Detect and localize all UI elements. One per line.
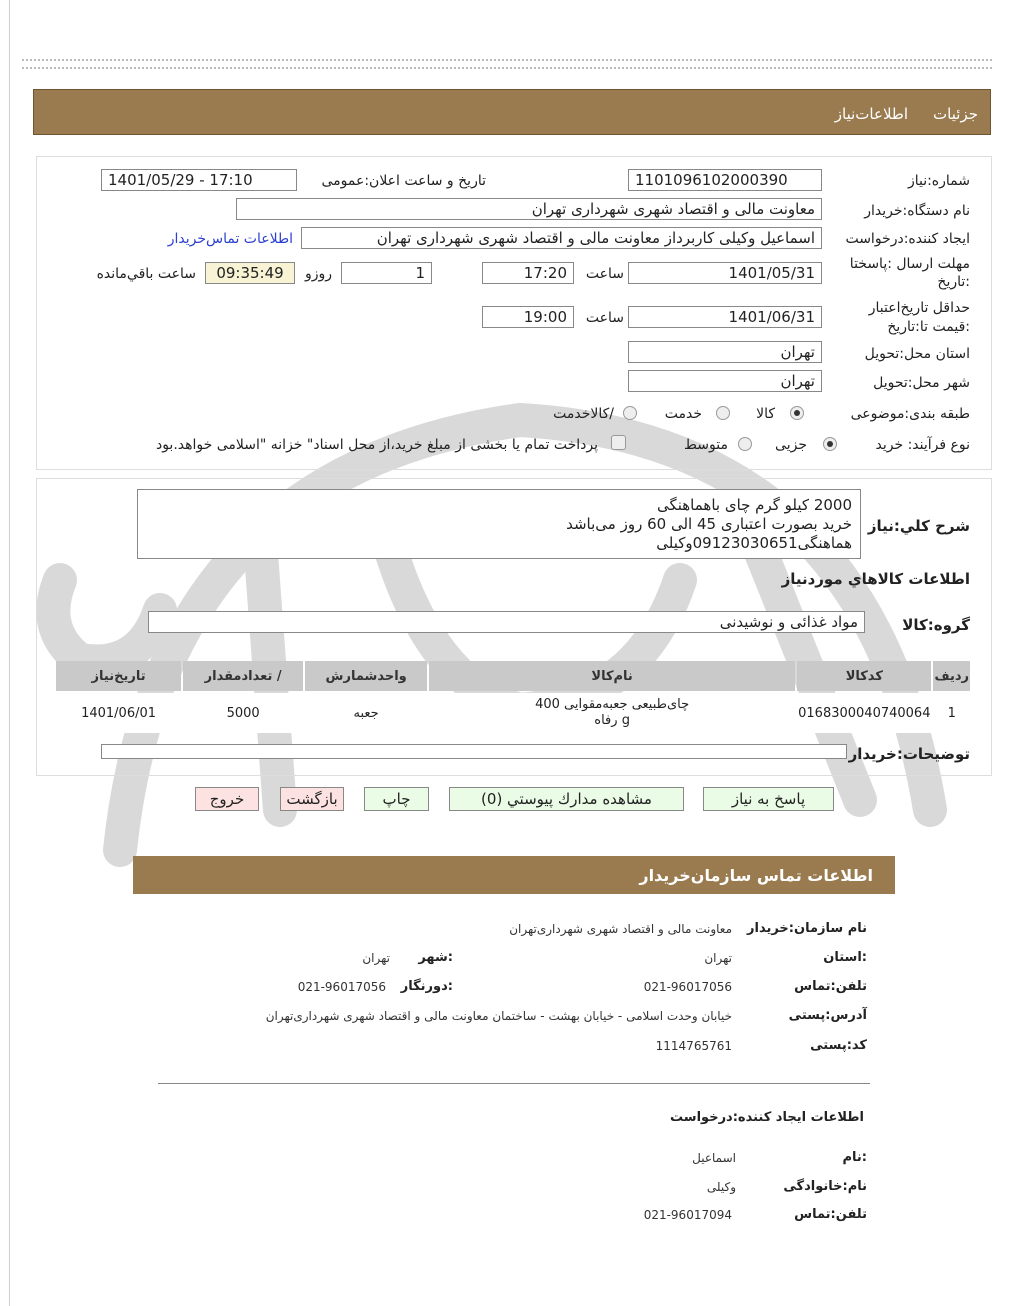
org-name-value: معاونت مالی و اقتصاد شهری شهرداری‌تهران: [509, 922, 732, 936]
contact-divider: [158, 1083, 870, 1084]
creator-name-value: اسماعیل: [692, 1151, 736, 1165]
buyer-notes-field: [101, 744, 847, 759]
deadline-label-1: مهلت ارسال :پاسختا: [849, 256, 970, 272]
description-box: [137, 489, 861, 559]
tab-details[interactable]: جزئیات: [933, 105, 978, 123]
org-fax-value: 021-96017056: [297, 980, 386, 994]
org-contact-title: اطلاعات تماس سازمان‌خریدار: [639, 866, 873, 885]
org-contact-header: [133, 856, 895, 894]
page-left-border: [9, 0, 10, 1306]
category-radio-goods[interactable]: [790, 406, 804, 420]
creator-family-value: وکیلی: [706, 1180, 736, 1194]
buyer-contact-link[interactable]: اطلاعات تماس‌خریدار: [167, 231, 293, 247]
validity-date-field: 1401/06/31: [628, 306, 822, 328]
province-label: استان محل:تحویل: [864, 346, 970, 362]
cell-code: 0168300040740064: [797, 693, 931, 733]
goods-table-header: [56, 661, 970, 691]
reply-button[interactable]: پاسخ به نیاز: [703, 787, 834, 811]
city-field: تهران: [628, 370, 822, 392]
validity-time-label: ساعت: [585, 310, 624, 326]
description-line-1: 2000 کیلو گرم چای باهماهنگی: [656, 496, 852, 514]
province-field: تهران: [628, 341, 822, 363]
org-province-value: تهران: [704, 951, 732, 965]
col-row: ردیف: [933, 661, 970, 691]
col-qty: / تعدادمقدار: [183, 661, 303, 691]
org-phone-label: تلفن:تماس: [794, 979, 867, 994]
creator-field: اسماعیل وکیلی کاربرداز معاونت مالی و اقتصاد شهری شهرداری تهران: [301, 227, 822, 249]
category-option-service: خدمت: [664, 406, 702, 422]
back-button[interactable]: بازگشت: [280, 787, 344, 811]
goods-group-label: گروه:کالا: [902, 616, 970, 634]
top-dotted-divider: [22, 59, 992, 69]
creator-label: ایجاد کننده:درخواست: [845, 231, 970, 247]
creator-name-label: :نام: [842, 1150, 867, 1165]
category-radio-goods-service[interactable]: [623, 406, 637, 420]
treasury-payment-note: پرداخت تمام یا بخشی از مبلغ خرید،از محل اسناد" خزانه "اسلامی خواهد.بود: [155, 437, 598, 453]
org-postal-label: کد:پستی: [810, 1038, 867, 1053]
header-tab-bar: [33, 89, 991, 135]
creator-phone-label: تلفن:تماس: [794, 1207, 867, 1222]
need-number-field: 1101096102000390: [628, 169, 822, 191]
process-radio-medium[interactable]: [738, 437, 752, 451]
validity-time-field: 19:00: [482, 306, 574, 328]
category-option-goods-service: /کالاخدمت: [553, 406, 614, 422]
org-city-value: تهران: [362, 951, 390, 965]
col-unit: واحدشمارش: [305, 661, 427, 691]
org-phone-value: 021-96017056: [643, 980, 732, 994]
category-option-goods: کالا: [756, 406, 775, 422]
attachments-button[interactable]: مشاهده مدارك پيوستي (0): [449, 787, 684, 811]
process-option-medium: متوسط: [684, 437, 728, 453]
buyer-org-label: نام دستگاه:خریدار: [864, 203, 970, 219]
process-option-minor: جزیی: [775, 437, 807, 453]
description-label: شرح كلي:نياز: [867, 517, 970, 535]
deadline-time-label: ساعت: [585, 266, 624, 282]
announce-datetime-field: 1401/05/29 - 17:10: [101, 169, 297, 191]
category-radio-service[interactable]: [716, 406, 730, 420]
cell-unit: جعبه: [305, 693, 427, 733]
category-label: طبقه بندی:موضوعی: [850, 406, 970, 422]
process-radio-minor[interactable]: [823, 437, 837, 451]
col-code: کدکالا: [797, 661, 931, 691]
col-date: تاریخ‌نیاز: [56, 661, 181, 691]
remaining-time-field: 09:35:49: [205, 262, 295, 284]
creator-family-label: نام:خانوادگی: [783, 1179, 867, 1194]
buyer-org-field: معاونت مالی و اقتصاد شهری شهرداری تهران: [236, 198, 822, 220]
org-city-label: :شهر: [418, 950, 453, 965]
validity-label-2: :قیمت تا:تاریخ: [887, 319, 970, 335]
goods-section-title: اطلاعات کالاهاي موردنياز: [781, 570, 970, 588]
cell-name: چای‌طبیعی جعبه‌مقوایی 400 g رفاه: [429, 693, 795, 733]
validity-label-1: حداقل تاریخ‌اعتبار: [868, 300, 970, 316]
creator-phone-value: 021-96017094: [643, 1208, 732, 1222]
remaining-label: ساعت باقي‌مانده: [96, 266, 196, 282]
org-name-label: نام سازمان:خریدار: [747, 921, 867, 936]
days-field: 1: [341, 262, 432, 284]
table-row: [56, 693, 970, 733]
org-province-label: :استان: [823, 950, 867, 965]
city-label: شهر محل:تحویل: [873, 375, 970, 391]
print-button[interactable]: چاپ: [364, 787, 429, 811]
col-name: نام‌کالا: [429, 661, 795, 691]
cell-row: 1: [933, 693, 970, 733]
buyer-notes-label: توضیحات:خریدار: [848, 745, 970, 763]
process-label: نوع فرآیند: خرید: [875, 437, 970, 453]
org-address-value: خیابان وحدت اسلامی - خیابان بهشت - ساختمان معاونت مالی و اقتصاد شهری شهرداری‌تهران: [265, 1009, 732, 1023]
description-line-2: خرید بصورت اعتباری 45 الی 60 روز می‌باشد: [566, 515, 852, 533]
cell-qty: 5000: [183, 693, 303, 733]
org-address-label: آدرس:پستی: [788, 1008, 867, 1023]
announce-label: تاریخ و ساعت اعلان:عمومی: [321, 173, 486, 189]
treasury-payment-checkbox[interactable]: [611, 435, 626, 450]
creator-contact-title: اطلاعات ایجاد کننده:درخواست: [670, 1110, 864, 1125]
description-line-3: هماهنگی09123030651وکیلی: [656, 534, 852, 552]
goods-group-field: مواد غذائی و نوشیدنی: [148, 611, 865, 633]
org-fax-label: :دورنگار: [400, 979, 453, 994]
tab-need-info[interactable]: اطلاعات‌نیاز: [834, 105, 908, 123]
cell-date: 1401/06/01: [56, 693, 181, 733]
deadline-time-field: 17:20: [482, 262, 574, 284]
days-label: روزو: [304, 266, 332, 282]
goods-table: [54, 659, 972, 735]
need-number-label: شماره:نیاز: [907, 173, 970, 189]
deadline-date-field: 1401/05/31: [628, 262, 822, 284]
org-postal-value: 1114765761: [655, 1039, 732, 1053]
exit-button[interactable]: خروج: [195, 787, 259, 811]
deadline-label-2: :تاریخ: [937, 274, 970, 290]
